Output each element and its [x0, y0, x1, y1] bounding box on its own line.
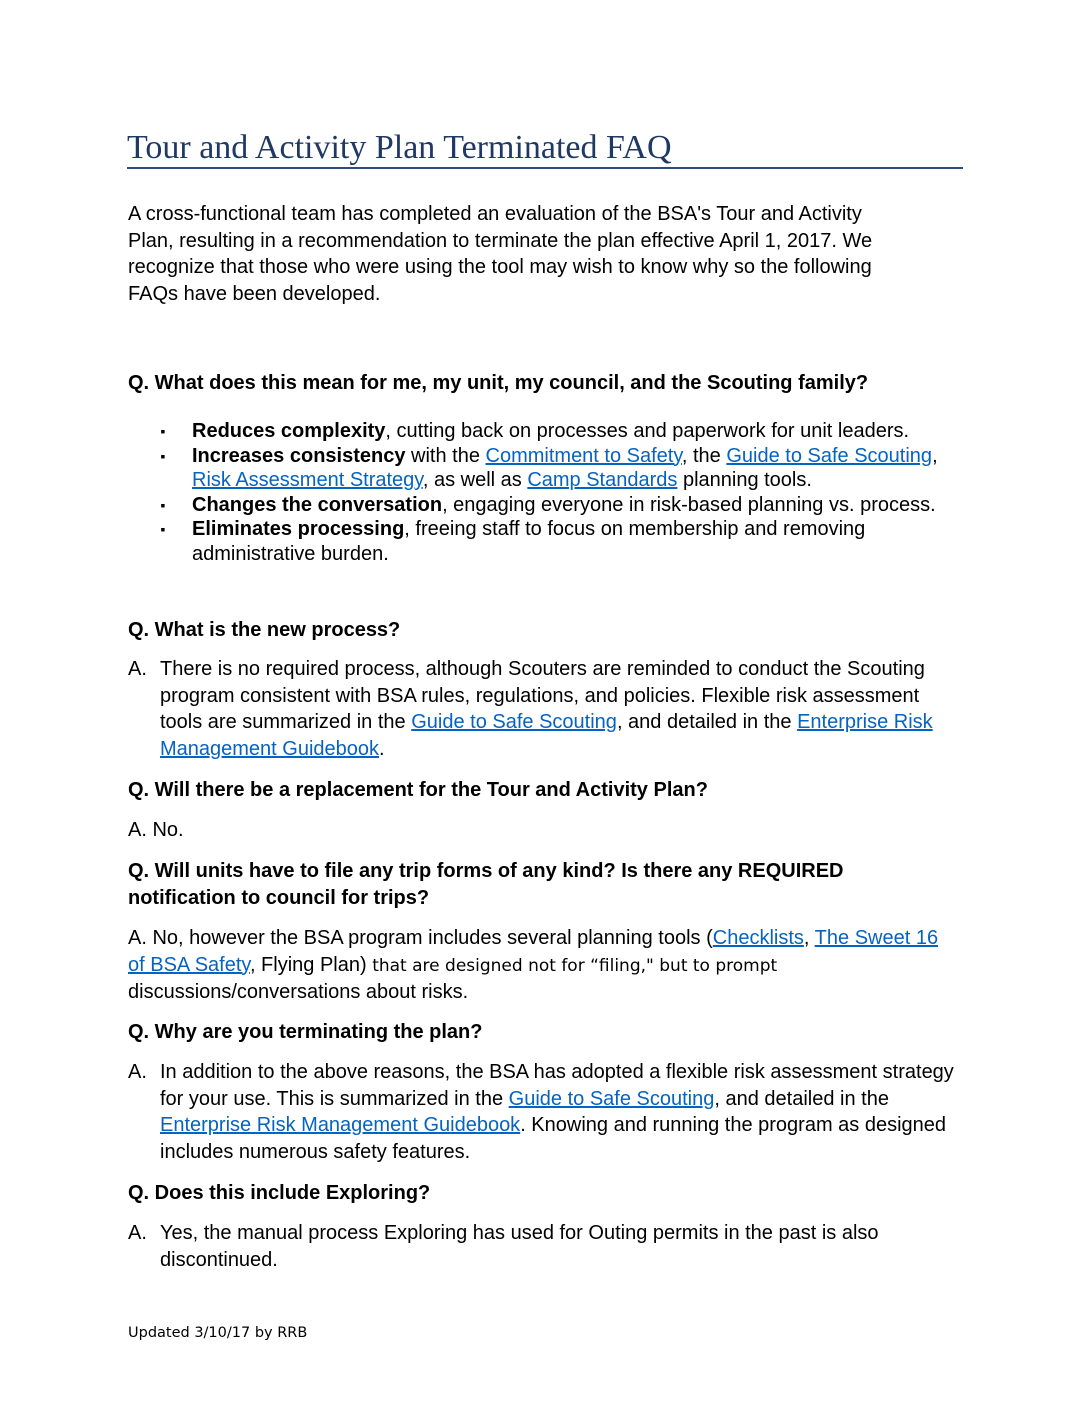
answer-text-part: There is no required process, although Scouters are reminded to conduct the Scouting program consistent with BSA rules, regulations, and policies. Flexible risk assessment tools are summarized in the	[160, 658, 925, 733]
bullet-item	[156, 517, 976, 566]
answer-text-part: , Flying Plan)	[249, 953, 373, 976]
answer-text-part: .	[379, 737, 385, 760]
link-camp-standards[interactable]: Camp Standards	[527, 469, 678, 491]
bullet-text: , the	[681, 444, 727, 467]
bullet-text: , as well as	[422, 469, 528, 491]
answer-label: A.	[128, 1222, 147, 1244]
question-1: Q. What does this mean for me, my unit, my council, and the Scouting family?	[128, 372, 869, 394]
question-5: Q. Why are you terminating the plan?	[128, 1021, 483, 1043]
question-4	[128, 858, 844, 911]
question-4-line: notification to council for trips?	[128, 886, 430, 909]
square-bullet-icon: ▪	[160, 496, 166, 513]
bullet-bold-text: Eliminates processing	[192, 518, 405, 540]
answer-text	[160, 656, 958, 762]
question-2: Q. What is the new process?	[128, 619, 401, 641]
question-4-line: Q. Will units have to file any trip forms of any kind? Is there any REQUIRED	[128, 860, 844, 882]
intro-line: A cross-functional team has completed an evaluation of the BSA's Tour and Activity	[128, 203, 862, 225]
page-title: Tour and Activity Plan Terminated FAQ	[127, 129, 672, 166]
answer-label: A.	[128, 1061, 147, 1083]
link-sweet-16-of-bsa-safety[interactable]: The Sweet 16 of BSA Safety	[128, 927, 939, 976]
link-enterprise-risk-management-guidebook[interactable]: Enterprise Risk Management Guidebook	[160, 1114, 521, 1136]
bullet-text: , engaging everyone in risk-based planning vs. process.	[442, 493, 936, 516]
square-bullet-icon: ▪	[160, 521, 166, 537]
intro-line: Plan, resulting in a recommendation to terminate the plan effective April 1, 2017. We	[128, 229, 873, 252]
bullet-bold-text: Reduces complexity	[192, 420, 386, 442]
link-risk-assessment-strategy[interactable]: Risk Assessment Strategy	[192, 469, 423, 491]
answer-text-part: . Knowing and running the program as designed includes numerous safety features.	[160, 1114, 947, 1163]
bullet-item	[156, 419, 976, 444]
answer-4	[128, 925, 958, 1006]
answer-1-bullet-list	[156, 419, 976, 566]
answer-text-part: , and detailed in the	[616, 711, 798, 733]
bullet-text: ,	[932, 444, 938, 467]
answer-text-part: , and detailed in the	[714, 1087, 889, 1110]
link-checklists[interactable]: Checklists	[712, 927, 804, 949]
answer-text: Yes, the manual process Exploring has used for Outing permits in the past is also discontinued.	[160, 1222, 879, 1271]
link-enterprise-risk-management-guidebook[interactable]: Enterprise Risk Management Guidebook	[160, 711, 933, 760]
bullet-item	[156, 444, 976, 493]
answer-text-part: ,	[803, 927, 815, 949]
answer-text-part: discussions/conversations about risks.	[128, 981, 469, 1003]
link-guide-to-safe-scouting[interactable]: Guide to Safe Scouting	[726, 444, 933, 467]
answer-text-part: that are designed not for “filing," but to prompt	[372, 955, 778, 976]
intro-line: FAQs have been developed.	[128, 282, 381, 305]
title-underline	[127, 167, 963, 169]
question-3: Q. Will there be a replacement for the Tour and Activity Plan?	[128, 779, 708, 801]
answer-5	[128, 1059, 958, 1165]
intro-paragraph	[128, 201, 872, 307]
link-guide-to-safe-scouting[interactable]: Guide to Safe Scouting	[508, 1087, 715, 1110]
bullet-text: , cutting back on processes and paperwork for unit leaders.	[385, 420, 910, 442]
answer-2	[128, 656, 958, 762]
bullet-text: with the	[405, 444, 486, 467]
bullet-bold-text: Increases consistency	[192, 444, 406, 467]
bullet-text: planning tools.	[677, 469, 812, 491]
answer-label: A.	[128, 658, 147, 680]
link-commitment-to-safety[interactable]: Commitment to Safety	[485, 444, 682, 467]
answer-3: A. No.	[128, 819, 184, 841]
bullet-text: , freeing staff to focus on membership and removing administrative burden.	[192, 518, 866, 565]
square-bullet-icon: ▪	[160, 423, 166, 439]
intro-line: recognize that those who were using the tool may wish to know why so the following	[128, 256, 872, 278]
answer-6	[128, 1220, 958, 1273]
answer-text-part: In addition to the above reasons, the BSA has adopted a flexible risk assessment strategy for your use. This is summarized in the	[160, 1061, 954, 1110]
link-guide-to-safe-scouting[interactable]: Guide to Safe Scouting	[411, 711, 617, 733]
answer-text	[160, 1059, 958, 1165]
bullet-item	[156, 493, 976, 518]
footer-updated-note: Updated 3/10/17 by RRB	[128, 1325, 308, 1341]
question-6: Q. Does this include Exploring?	[128, 1182, 431, 1204]
answer-text-part: A. No, however the BSA program includes several planning tools (	[128, 927, 713, 949]
square-bullet-icon: ▪	[160, 447, 166, 464]
bullet-bold-text: Changes the conversation	[192, 493, 443, 516]
